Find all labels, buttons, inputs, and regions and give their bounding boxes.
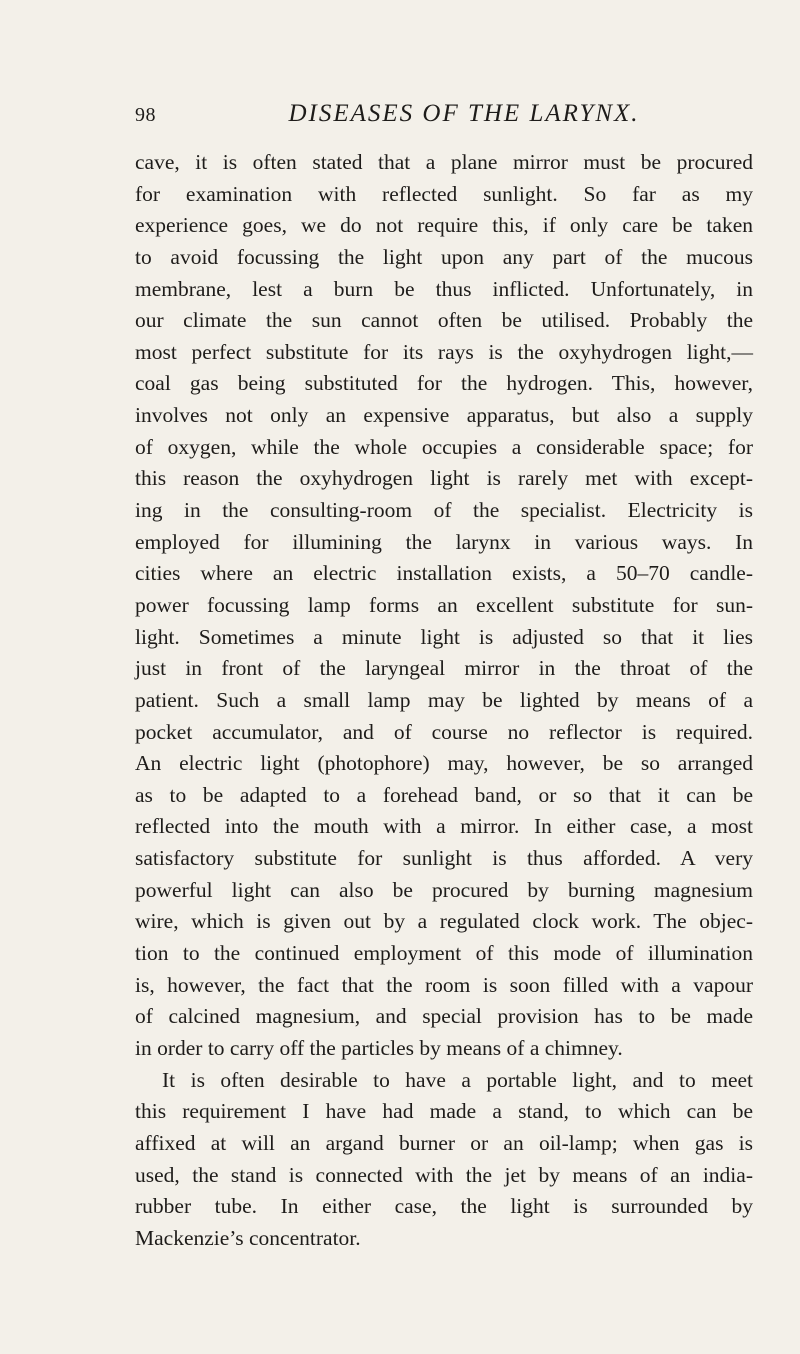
text-line: is, however, the fact that the room is soon filled with a vapour — [135, 972, 753, 997]
text-line: our climate the sun cannot often be utilised. Probably the — [135, 308, 753, 333]
text-line: affixed at will an argand burner or an oil-lamp; when gas is — [135, 1130, 753, 1155]
running-title: DISEASES OF THE LARYNX. — [288, 100, 640, 127]
text-line: It is often desirable to have a portable light, and to meet — [162, 1067, 753, 1092]
text-line: power focussing lamp forms an excellent substitute for sun- — [135, 592, 753, 617]
text-line: patient. Such a small lamp may be lighted by means of a — [135, 687, 753, 712]
text-line: in order to carry off the particles by means of a chimney. — [135, 1035, 623, 1060]
text-line: employed for illumining the larynx in various ways. In — [135, 529, 753, 554]
text-line: most perfect substitute for its rays is the oxyhydrogen light,— — [135, 339, 753, 364]
text-line: cities where an electric installation exists, a 50–70 candle- — [135, 561, 753, 586]
text-line: reflected into the mouth with a mirror. In either case, a most — [135, 814, 753, 839]
body-text — [135, 147, 753, 1254]
text-line: cave, it is often stated that a plane mirror must be procured — [135, 150, 753, 174]
text-line: experience goes, we do not require this, if only care be taken — [135, 213, 753, 238]
text-line: ing in the consulting-room of the specialist. Electricity is — [135, 498, 753, 523]
text-line: as to be adapted to a forehead band, or so that it can be — [135, 782, 753, 807]
text-line: satisfactory substitute for sunlight is thus afforded. A very — [135, 846, 753, 871]
page-number: 98 — [135, 104, 156, 126]
text-line: just in front of the laryngeal mirror in the throat of the — [135, 656, 753, 681]
text-line: tion to the continued employment of this mode of illumination — [135, 941, 753, 966]
text-line: coal gas being substituted for the hydrogen. This, however, — [135, 371, 753, 396]
text-line: An electric light (photophore) may, however, be so arranged — [135, 751, 753, 776]
text-line: this reason the oxyhydrogen light is rarely met with except- — [135, 466, 753, 491]
text-line: Mackenzie’s concentrator. — [135, 1225, 361, 1250]
text-line: of oxygen, while the whole occupies a considerable space; for — [135, 434, 753, 459]
text-line: pocket accumulator, and of course no reflector is required. — [135, 719, 753, 744]
text-line: light. Sometimes a minute light is adjusted so that it lies — [135, 624, 753, 649]
text-line: membrane, lest a burn be thus inflicted. Unfortunately, in — [135, 276, 753, 301]
running-head — [135, 94, 753, 134]
paragraph — [135, 1065, 753, 1255]
text-line: involves not only an expensive apparatus, but also a supply — [135, 403, 753, 428]
text-line: used, the stand is connected with the jet by means of an india- — [135, 1162, 753, 1187]
paragraph — [135, 147, 753, 1065]
text-line: this requirement I have had made a stand, to which can be — [135, 1099, 753, 1124]
text-line: to avoid focussing the light upon any part of the mucous — [135, 244, 753, 269]
text-line: for examination with reflected sunlight. So far as my — [135, 181, 753, 206]
text-line: wire, which is given out by a regulated clock work. The objec- — [135, 909, 753, 934]
text-line: of calcined magnesium, and special provision has to be made — [135, 1004, 753, 1029]
text-line: rubber tube. In either case, the light is surrounded by — [135, 1194, 753, 1219]
text-line: powerful light can also be procured by burning magnesium — [135, 877, 753, 902]
